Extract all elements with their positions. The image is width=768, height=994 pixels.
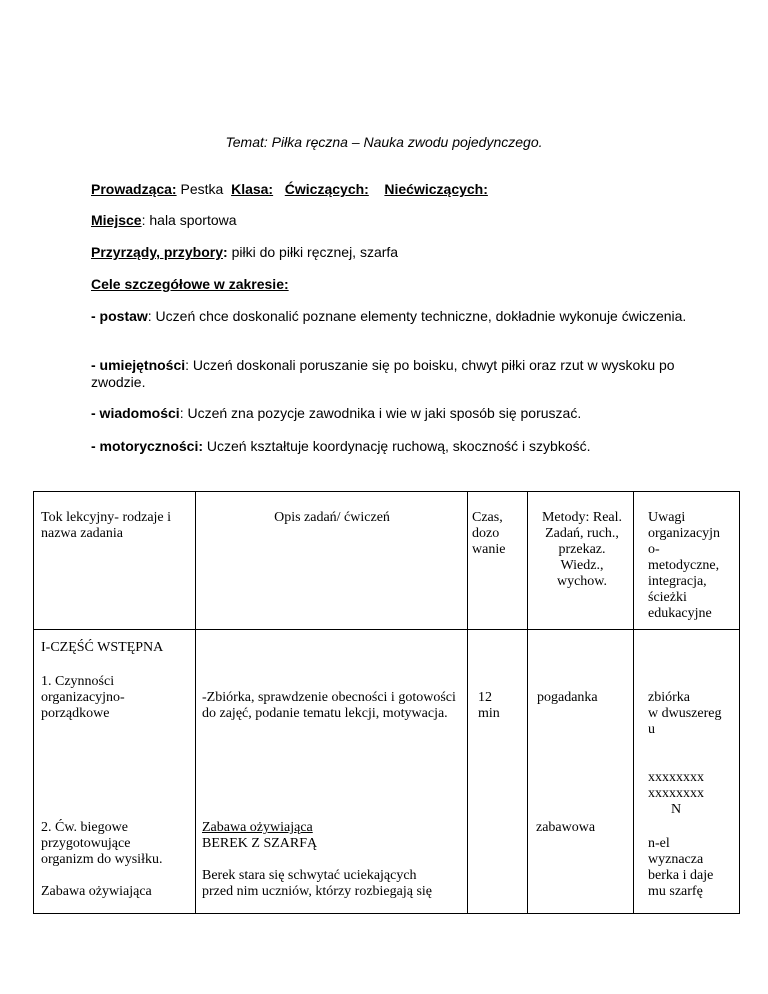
goal-postaw xyxy=(91,308,691,325)
przybory-label: Przyrządy, przybory xyxy=(91,244,224,260)
row1-uwagi: zbiórka w dwuszereg u xyxy=(648,690,722,737)
row1-czas: 12 min xyxy=(478,690,500,721)
niecwiczacych-label: Niećwiczących: xyxy=(384,181,488,197)
miejsce-label: Miejsce xyxy=(91,212,142,228)
goal-label: - postaw xyxy=(91,308,148,324)
row1-tok: 1. Czynności organizacyjno- porządkowe xyxy=(41,674,125,721)
formation-teacher: N xyxy=(671,802,682,817)
formation-row2: xxxxxxxx xyxy=(648,786,704,801)
teacher-line xyxy=(91,181,488,198)
header-tok: Tok lekcyjny- rodzaje i nazwa zadania xyxy=(41,510,172,541)
goal-label: - umiejętności xyxy=(91,357,186,373)
equipment-line xyxy=(91,244,398,261)
row1-opis: -Zbiórka, sprawdzenie obecności i gotowości do zajęć, podanie tematu lekcji, motywacja. xyxy=(202,690,456,721)
row2-tok: 2. Ćw. biegowe przygotowujące organizm do wysiłku. xyxy=(41,820,163,867)
header-opis: Opis zadań/ ćwiczeń xyxy=(274,510,390,525)
row2-opis-text: Berek stara się schwytać uciekających przed nim uczniów, którzy rozbiegają się xyxy=(202,868,433,899)
row2-metody: zabawowa xyxy=(536,820,596,835)
goal-text: : Uczeń zna pozycje zawodnika i wie w jaki sposób się poruszać. xyxy=(179,405,582,421)
section-heading: I-CZĘŚĆ WSTĘPNA xyxy=(41,640,164,655)
prowadzaca-label: Prowadząca: xyxy=(91,181,177,197)
table-col-line xyxy=(527,491,528,914)
table-col-line xyxy=(467,491,468,914)
goal-motorycznosci xyxy=(91,438,731,455)
goals-heading: Cele szczegółowe w zakresie: xyxy=(91,276,289,292)
goal-text: Uczeń kształtuje koordynację ruchową, skoczność i szybkość. xyxy=(203,438,591,454)
header-czas: Czas, dozo wanie xyxy=(472,510,506,557)
goal-text: : Uczeń doskonali poruszanie się po boisku, chwyt piłki oraz rzut w wyskoku po zwodzie. xyxy=(91,357,675,390)
prowadzaca-value: Pestka xyxy=(176,181,224,197)
goal-label: - motoryczności: xyxy=(91,438,204,454)
cwiczacych-label: Ćwiczących: xyxy=(284,181,369,197)
table-col-line xyxy=(739,491,740,914)
klasa-label: Klasa: xyxy=(231,181,274,197)
table-col-line xyxy=(195,491,196,914)
row2-tok-extra: Zabawa ożywiająca xyxy=(41,884,152,899)
miejsce-value: : hala sportowa xyxy=(141,212,237,228)
header-uwagi: Uwagi organizacyjn o- metodyczne, integracja, ścieżki edukacyjne xyxy=(648,510,721,621)
place-line xyxy=(91,212,237,229)
formation-row1: xxxxxxxx xyxy=(648,770,704,785)
przybory-value: piłki do piłki ręcznej, szarfa xyxy=(227,244,399,260)
row1-metody: pogadanka xyxy=(537,690,598,705)
goal-wiadomosci xyxy=(91,405,711,422)
table-col-line xyxy=(633,491,634,914)
page-title: Temat: Piłka ręczna – Nauka zwodu pojedynczego. xyxy=(225,134,543,150)
header-metody: Metody: Real. Zadań, ruch., przekaz. Wiedz., wychow. xyxy=(541,510,623,589)
przybory-colon: : xyxy=(223,244,228,260)
row2-opis-name: BEREK Z SZARFĄ xyxy=(202,836,318,851)
table-col-line xyxy=(33,491,34,914)
row2-uwagi: n-el wyznacza berka i daje mu szarfę xyxy=(648,836,714,899)
row2-opis-title: Zabawa ożywiająca xyxy=(202,820,313,835)
goal-label: - wiadomości xyxy=(91,405,180,421)
goal-umiejetnosci xyxy=(91,357,691,391)
goal-text: : Uczeń chce doskonalić poznane elementy techniczne, dokładnie wykonuje ćwiczenia. xyxy=(147,308,687,324)
